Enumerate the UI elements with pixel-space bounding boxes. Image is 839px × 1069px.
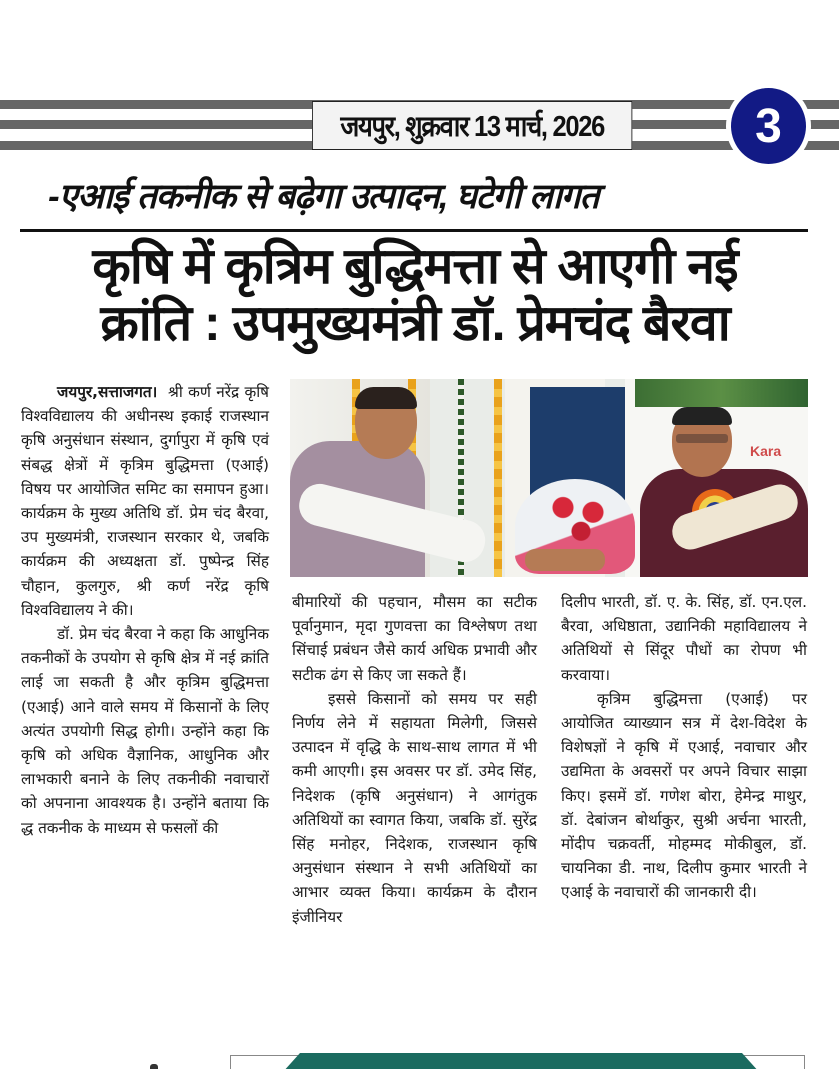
headline-divider: [20, 229, 808, 232]
article-paragraph: कृत्रिम बुद्धिमत्ता (एआई) पर आयोजित व्याख्यान सत्र में देश-विदेश के विशेषज्ञों ने कृषि में एआई, नवाचार और उद्यमिता के अवसरों पर अपने विचार साझा किए। इसमें डॉ. गणेश बोरा, हेमेन्द्र माथुर, डॉ. देबांजन बोर्थाकुर, सुश्री अर्चना भारती, मोंदीप चक्रवर्ती, मोहम्मद मोकीबुल, डॉ. चायनिका डी. नाथ, दिलीप कुमार भारती ने एआई के नवाचारों की जानकारी दी।: [561, 689, 807, 902]
page-number-badge: 3: [731, 88, 806, 164]
article-column-2: [292, 590, 537, 929]
next-article-fragment: [150, 1064, 158, 1069]
article-column-1: [21, 380, 269, 840]
article-photo: [290, 379, 808, 577]
article-headline: [22, 238, 808, 352]
flower-garland: [494, 379, 502, 577]
headline-line-2: क्रांति : उपमुख्यमंत्री डॉ. प्रेमचंद बैरवा: [100, 295, 730, 351]
article-paragraph: इससे किसानों को समय पर सही निर्णय लेने में सहायता मिलेगी, जिससे उत्पादन में वृद्धि के साथ-साथ लागत में भी कमी आएगी। इस अवसर पर डॉ. उमेद सिंह, निदेशक (कृषि अनुसंधान) ने आगंतुक अतिथियों का स्वागत किया, जबकि डॉ. सुरेंद्र सिंह मनोहर, निदेशक, राजस्थान कृषि अनुसंधान संस्थान ने सभी अतिथियों का आभार व्यक्त किया। कार्यक्रम के दौरान इंजीनियर: [292, 689, 537, 926]
article-paragraph: [21, 380, 269, 622]
date-line: जयपुर, शुक्रवार 13 मार्च, 2026: [312, 101, 632, 150]
article-paragraph: दिलीप भारती, डॉ. ए. के. सिंह, डॉ. एन.एल. बैरवा, अधिष्ठाता, उद्यानिकी महाविद्यालय ने अतिथियों से सिंदूर पौधों का रोपण भी करवाया।: [561, 593, 807, 684]
banner-text: Kara: [750, 443, 782, 459]
headline-line-1: कृषि में कृत्रिम बुद्धिमत्ता से आएगी नई: [92, 238, 738, 294]
next-article-banner: [282, 1053, 760, 1069]
article-column-3: [561, 590, 807, 905]
article-paragraph: बीमारियों की पहचान, मौसम का सटीक पूर्वानुमान, मृदा गुणवत्ता का विश्लेषण तथा सिंचाई प्रबंधन जैसे कार्य अधिक प्रभावी और सटीक ढंग से किए जा सकते हैं।: [292, 593, 537, 684]
article-paragraph: डॉ. प्रेम चंद बैरवा ने कहा कि आधुनिक तकनीकों के उपयोग से कृषि क्षेत्र में नई क्रांति लाई जा सकती है और कृत्रिम बुद्धिमत्ता (एआई) आने वाले समय में किसानों के लिए अत्यंत उपयोगी सिद्ध होगी। उन्होंने कहा कि कृषि को अधिक वैज्ञानिक, आधुनिक और लाभकारी बनाने के लिए तकनीकी नवाचारों को अपनाना आवश्यक है। उन्होंने बताया कि द्ध तकनीक के माध्यम से फसलों की: [21, 625, 269, 837]
dateline: जयपुर,सत्ताजगत।: [57, 383, 158, 401]
paragraph-text: श्री कर्ण नरेंद्र कृषि विश्वविद्यालय की अधीनस्थ इकाई राजस्थान कृषि अनुसंधान संस्थान, दुर्गापुरा में कृषि एवं संबद्ध क्षेत्रों में कृत्रिम बुद्धिमत्ता (एआई) विषय पर आयोजित समिट का समापन हुआ। कार्यक्रम के मुख्य अतिथि डॉ. प्रेम चंद बैरवा, उप मुख्यमंत्री, राजस्थान सरकार थे, जबकि कार्यक्रम की अध्यक्षता डॉ. पुष्पेन्द्र सिंह चौहान, कुलगुरु, श्री कर्ण नरेंद्र कृषि विश्वविद्यालय ने की।: [21, 383, 269, 619]
article-kicker: -एआई तकनीक से बढ़ेगा उत्पादन, घटेगी लागत: [48, 177, 599, 216]
